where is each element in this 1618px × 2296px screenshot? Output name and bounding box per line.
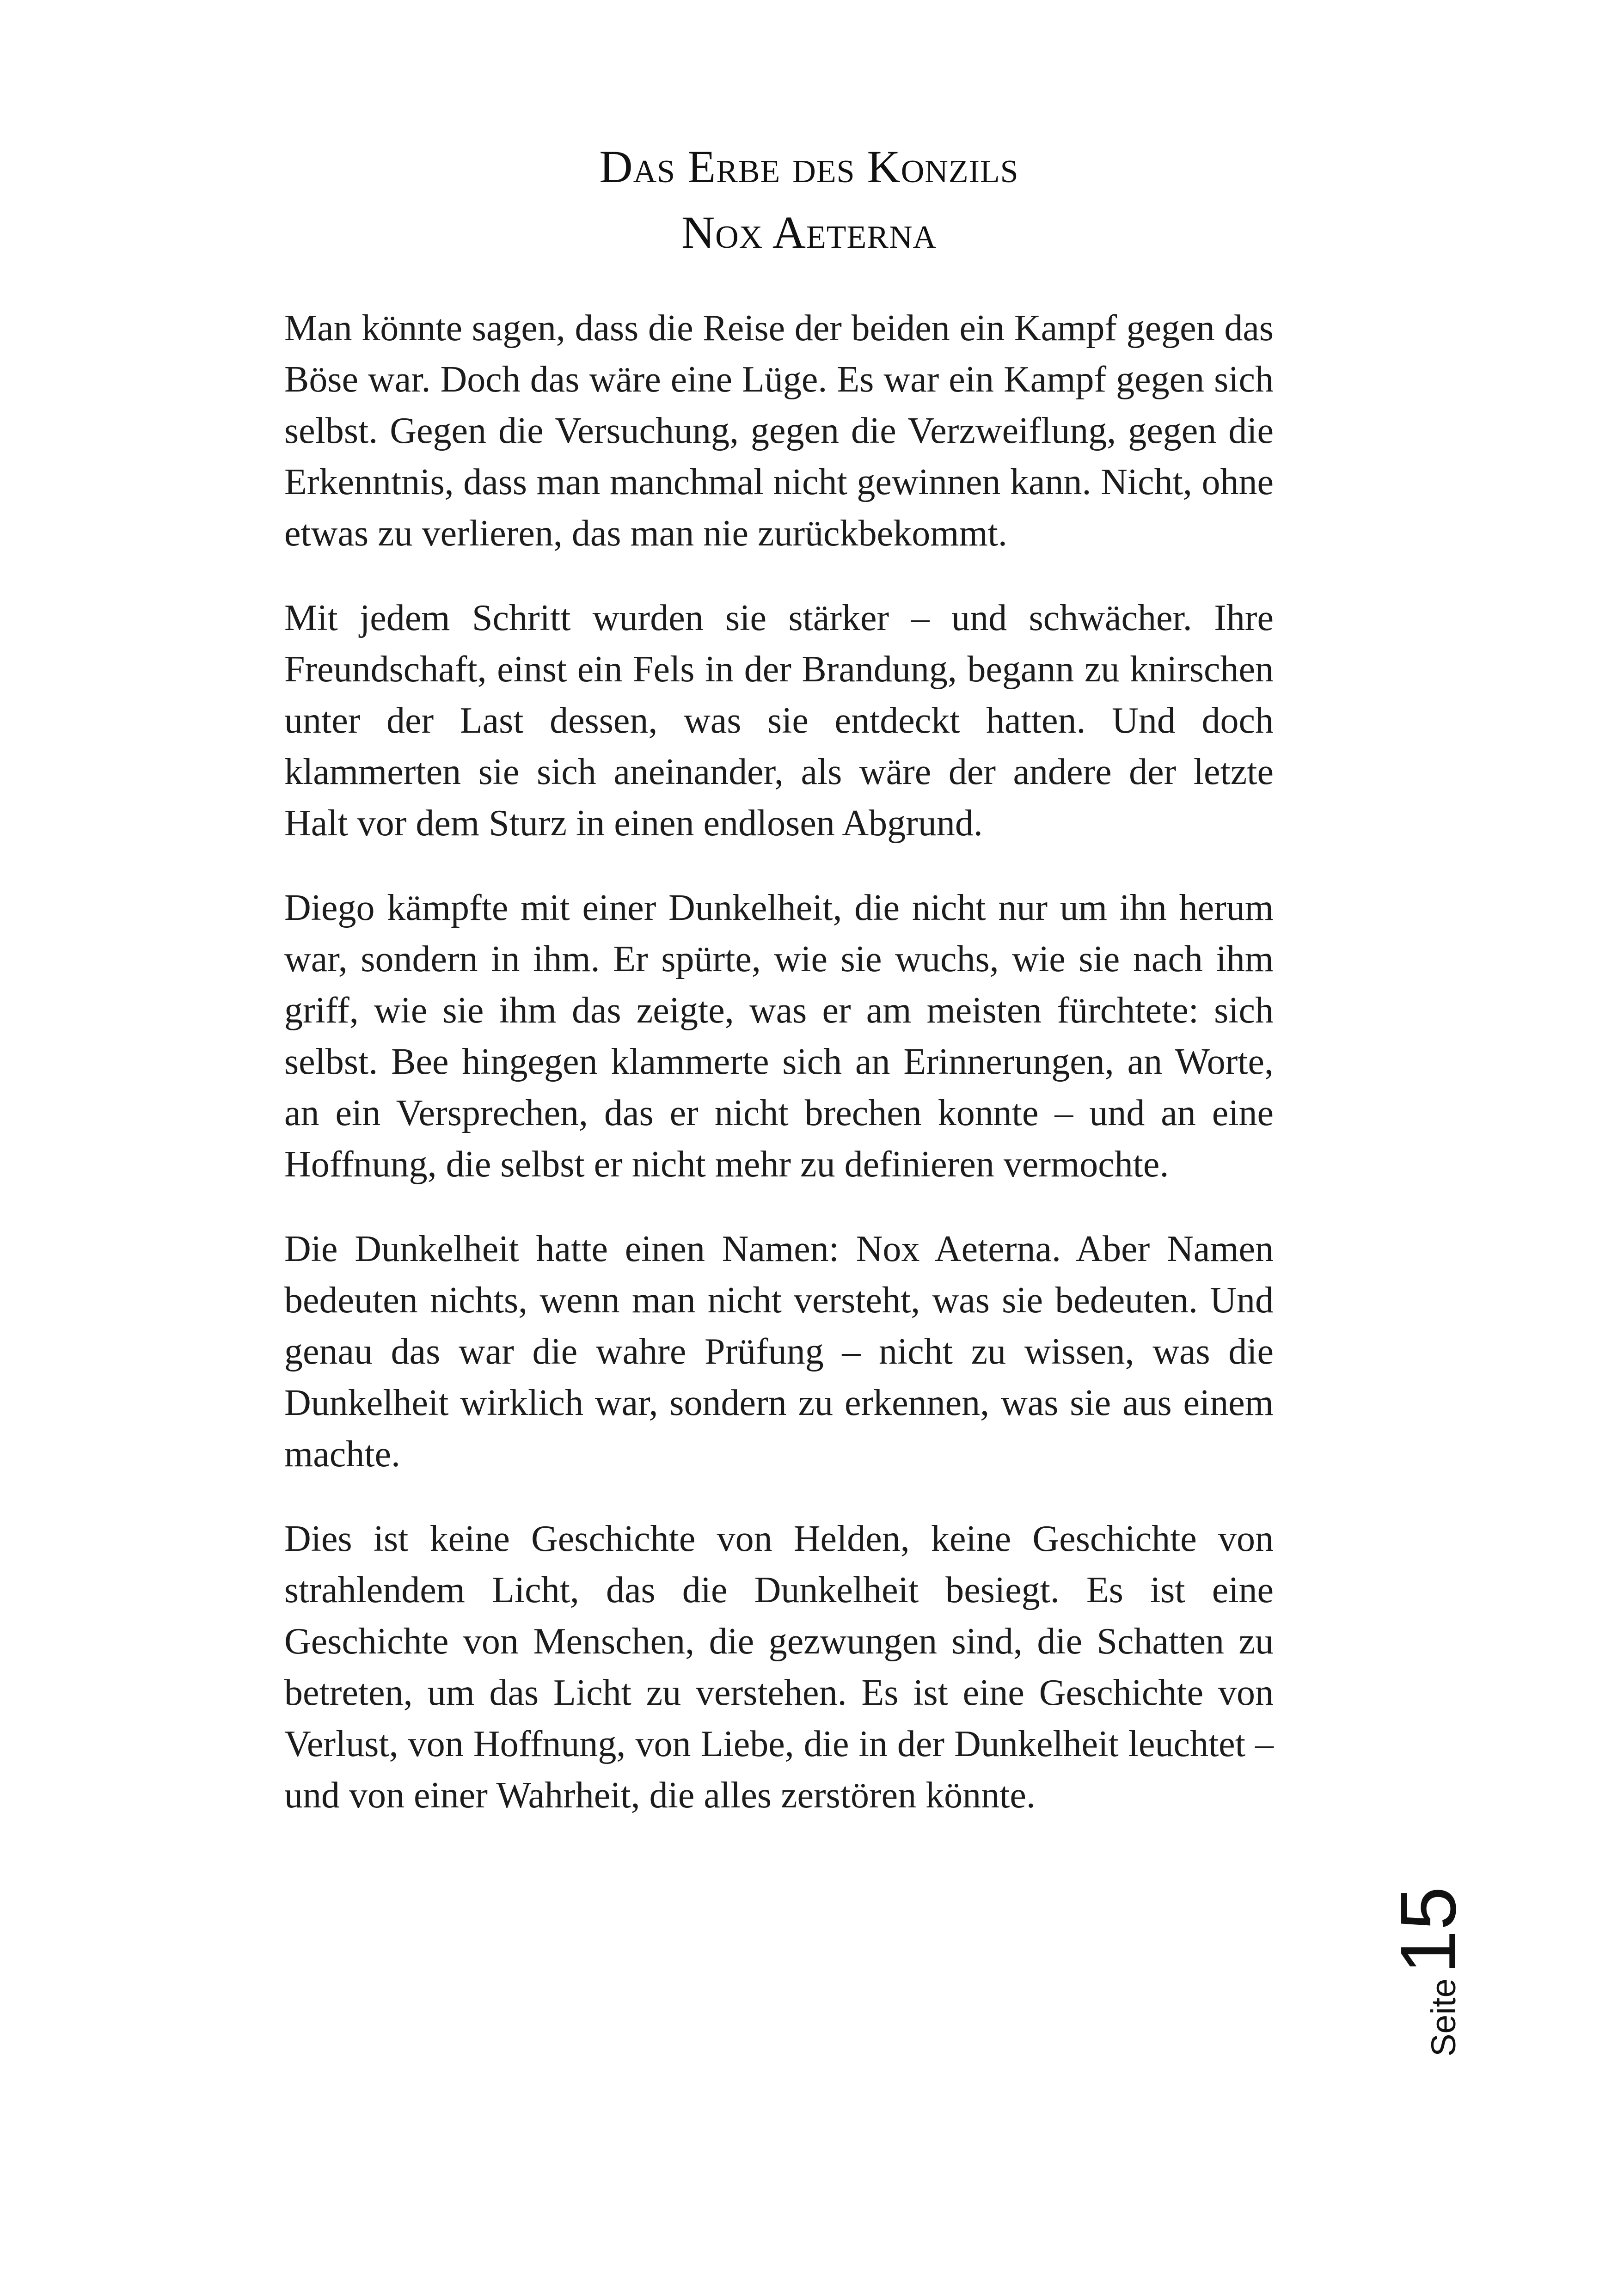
paragraph: Diego kämpfte mit einer Dunkelheit, die nicht nur um ihn herum war, sondern in ihm. Er spürte, wie sie wuchs, wie sie nach ihm griff, wie sie ihm das zeigte, was er am meisten fürchtete: sich selbst. Bee hingegen klammerte sich an Erinnerungen, an Worte, an ein Versprechen, das er nicht brechen konnte – und an eine Hoffnung, die selbst er nicht mehr zu definieren vermochte.	[284, 888, 1274, 1185]
book-title: Das Erbe des Konzils	[599, 141, 1019, 192]
book-subtitle: Nox Aeterna	[681, 207, 937, 258]
page-number-label: Seite	[1424, 1978, 1463, 2057]
paragraph: Die Dunkelheit hatte einen Namen: Nox Aeterna. Aber Namen bedeuten nichts, wenn man nicht versteht, was sie bedeuten. Und genau das war die wahre Prüfung – nicht zu wissen, was die Dunkelheit wirklich war, sondern zu erkennen, was sie aus einem machte.	[284, 1229, 1274, 1475]
paragraph: Dies ist keine Geschichte von Helden, keine Geschichte von strahlendem Licht, das die Dunkelheit besiegt. Es ist eine Geschichte von Menschen, die gezwungen sind, die Schatten zu betreten, um das Licht zu verstehen. Es ist eine Geschichte von Verlust, von Hoffnung, von Liebe, die in der Dunkelheit leuchtet – und von einer Wahrheit, die alles zerstören könnte.	[284, 1518, 1274, 1816]
page-number-rotated	[1383, 1886, 1474, 2057]
page-number	[1385, 1886, 1472, 2057]
paragraph: Man könnte sagen, dass die Reise der beiden ein Kampf gegen das Böse war. Doch das wäre eine Lüge. Es war ein Kampf gegen sich selbst. Gegen die Versuchung, gegen die Verzweiflung, gegen die Erkenntnis, dass man manchmal nicht gewinnen kann. Nicht, ohne etwas zu verlieren, das man nie zurückbekommt.	[284, 308, 1274, 554]
body-text	[284, 303, 1274, 1855]
paragraph: Mit jedem Schritt wurden sie stärker – und schwächer. Ihre Freundschaft, einst ein Fels in der Brandung, begann zu knirschen unter der Last dessen, was sie entdeckt hatten. Und doch klammerten sie sich aneinander, als wäre der andere der letzte Halt vor dem Sturz in einen endlosen Abgrund.	[284, 598, 1274, 844]
page-number-value: 15	[1385, 1886, 1472, 1974]
running-header	[0, 134, 1618, 265]
